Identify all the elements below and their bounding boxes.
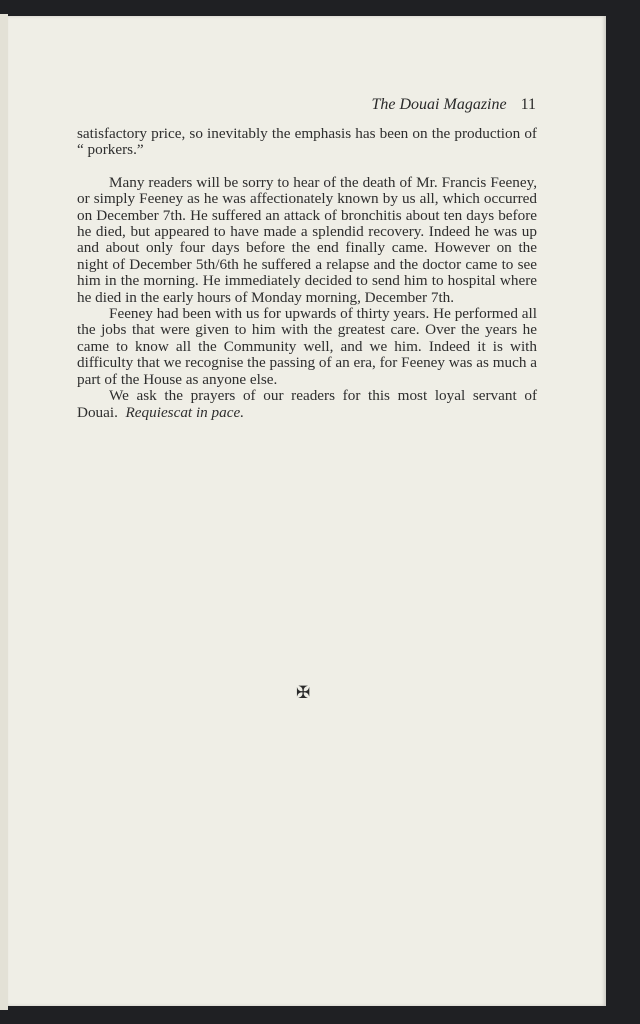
facing-page-edge (0, 14, 8, 1010)
latin-phrase: Requiescat in pace. (125, 403, 245, 421)
paragraph-feeney-service: Feeney had been with us for upwards of thirty years. He performed all the jobs that were given to him with the greatest care. Over the years he came to know all the Community well, and we him. Indeed it is with difficulty that we recognise the passing of an era, for Feeney was as much a part of the House as anyone else. (77, 305, 537, 388)
paragraph-prayers (77, 388, 537, 421)
running-header (371, 96, 536, 114)
magazine-title: The Douai Magazine (371, 96, 507, 113)
page-number: 11 (520, 96, 536, 113)
maltese-cross-icon: ✠ (296, 683, 311, 702)
article-body (77, 126, 537, 421)
prayer-text: We ask the prayers of our readers for this most loyal servant of Douai. (77, 387, 537, 421)
paragraph-feeney-death: Many readers will be sorry to hear of the death of Mr. Francis Feeney, or simply Feeney as he was affectionately known by us all, which occurred on December 7th. He suffered an attack of bronchitis about ten days before he died, but appeared to have made a splendid recovery. Indeed he was up and about only four days before the end finally came. However on the night of December 5th/6th he suffered a relapse and the doctor came to see him in the morning. He immediately decided to send him to hospital where he died in the early hours of Monday morning, December 7th. (77, 173, 537, 306)
document-page (8, 16, 606, 1006)
paragraph-continuation: satisfactory price, so inevitably the emphasis has been on the production of “ porkers.” (77, 125, 537, 159)
